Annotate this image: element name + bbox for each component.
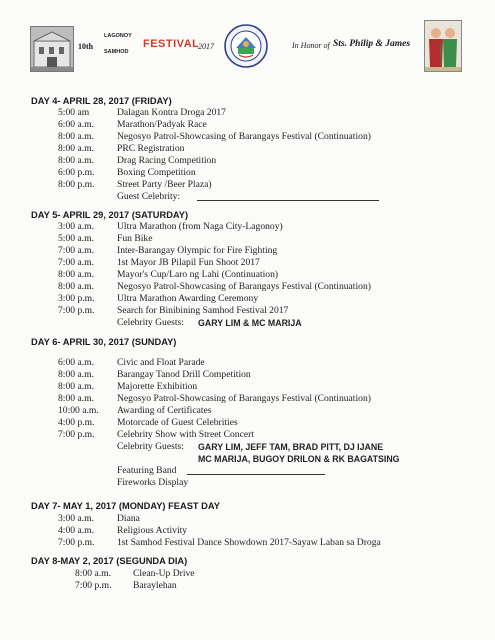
row-event: 1st Samhod Festival Dance Showdown 2017-Sayaw Laban sa Droga <box>117 537 381 548</box>
row-event: Baraylehan <box>133 580 177 591</box>
row-time: 8:00 a.m. <box>58 131 94 142</box>
row-time: 8:00 a.m. <box>58 393 94 404</box>
row-event: Majorette Exhibition <box>117 381 198 392</box>
row-event: Clean-Up Drive <box>133 568 195 579</box>
row-event: Motorcade of Guest Celebrities <box>117 417 238 428</box>
row-time: 8:00 a.m. <box>75 568 111 579</box>
row-event: Celebrity Guests: <box>117 441 184 452</box>
row-time: 5:00 am <box>58 107 90 118</box>
celebrity-names: MC MARIJA, BUGOY DRILON & RK BAGATSING <box>198 454 400 464</box>
blank-line <box>197 191 379 201</box>
row-time: 7:00 a.m. <box>58 257 94 268</box>
row-event: PRC Registration <box>117 143 185 154</box>
row-event: Civic and Float Parade <box>117 357 205 368</box>
row-time: 7:00 p.m. <box>58 537 95 548</box>
row-event: Celebrity Show with Street Concert <box>117 429 254 440</box>
row-time: 6:00 a.m. <box>58 357 94 368</box>
row-event: Barangay Tanod Drill Competition <box>117 369 251 380</box>
row-time: 6:00 a.m. <box>58 119 94 130</box>
row-event: Guest Celebrity: <box>117 191 181 202</box>
row-event: Dalagan Kontra Droga 2017 <box>117 107 226 118</box>
day-heading: DAY 8-MAY 2, 2017 (SEGUNDA DIA) <box>31 556 188 566</box>
row-event: Boxing Competition <box>117 167 196 178</box>
row-time: 8:00 a.m. <box>58 143 94 154</box>
day-heading: DAY 7- MAY 1, 2017 (MONDAY) FEAST DAY <box>31 501 220 511</box>
celebrity-names: GARY LIM, JEFF TAM, BRAD PITT, DJ IJANE <box>198 442 384 452</box>
honor-prefix: In Honor of <box>292 41 330 50</box>
day-heading: DAY 6- APRIL 30, 2017 (SUNDAY) <box>31 337 177 347</box>
row-event: Negosyo Patrol-Showcasing of Barangays Festival (Continuation) <box>117 393 371 404</box>
row-event: Diana <box>117 513 140 524</box>
row-time: 8:00 a.m. <box>58 369 94 380</box>
row-time: 7:00 p.m. <box>58 429 95 440</box>
row-time: 8:00 a.m. <box>58 269 94 280</box>
row-time: 7:00 a.m. <box>58 245 94 256</box>
honor-saints: Sts. Philip & James <box>333 39 411 49</box>
row-time: 4:00 p.m. <box>58 417 95 428</box>
place-bottom-label: SAMHOD <box>104 49 129 55</box>
row-time: 6:00 p.m. <box>58 167 95 178</box>
row-event: Marathon/Padyak Race <box>117 119 207 130</box>
row-time: 5:00 a.m. <box>58 233 94 244</box>
row-time: 3:00 a.m. <box>58 221 94 232</box>
row-event: Drag Racing Competition <box>117 155 217 166</box>
row-time: 8:00 a.m. <box>58 381 94 392</box>
festival-year: 2017 <box>198 42 214 51</box>
row-time: 7:00 p.m. <box>58 305 95 316</box>
row-time: 8:00 a.m. <box>58 155 94 166</box>
place-top-label: LAGONOY <box>104 33 132 39</box>
row-event: Street Party /Beer Plaza) <box>117 179 212 190</box>
row-event: Inter-Barangay Olympic for Fire Fighting <box>117 245 278 256</box>
day-heading: DAY 5- APRIL 29, 2017 (SATURDAY) <box>31 210 189 220</box>
edition-label: 10th <box>78 42 94 51</box>
row-event: Negosyo Patrol-Showcasing of Barangays Festival (Continuation) <box>117 281 371 292</box>
festival-logo-text: FESTIVAL <box>143 38 200 50</box>
row-time: 3:00 p.m. <box>58 293 95 304</box>
row-event: Search for Binibining Samhod Festival 2017 <box>117 305 289 316</box>
row-event: Celebrity Guests: <box>117 317 184 328</box>
row-event: Awarding of Certificates <box>117 405 212 416</box>
celebrity-names: GARY LIM & MC MARIJA <box>198 318 302 328</box>
row-event: Featuring Band <box>117 465 177 476</box>
row-time: 4:00 a.m. <box>58 525 94 536</box>
row-time: 3:00 a.m. <box>58 513 94 524</box>
row-event: Ultra Marathon Awarding Ceremony <box>117 293 259 304</box>
row-event: Ultra Marathon (from Naga City-Lagonoy) <box>117 221 283 232</box>
row-event: Negosyo Patrol-Showcasing of Barangays Festival (Continuation) <box>117 131 371 142</box>
row-time: 8:00 a.m. <box>58 281 94 292</box>
row-time: 8:00 p.m. <box>58 179 95 190</box>
row-event: 1st Mayor JB Pilapil Fun Shoot 2017 <box>117 257 260 268</box>
row-time: 7:00 p.m. <box>75 580 112 591</box>
blank-line <box>187 465 325 475</box>
day-heading: DAY 4- APRIL 28, 2017 (FRIDAY) <box>31 96 172 106</box>
row-event: Mayor's Cup/Laro ng Lahi (Continuation) <box>117 269 279 280</box>
row-event: Fun Bike <box>117 233 153 244</box>
row-event: Fireworks Display <box>117 477 189 488</box>
row-event: Religious Activity <box>117 525 188 536</box>
row-time: 10:00 a.m. <box>58 405 99 416</box>
